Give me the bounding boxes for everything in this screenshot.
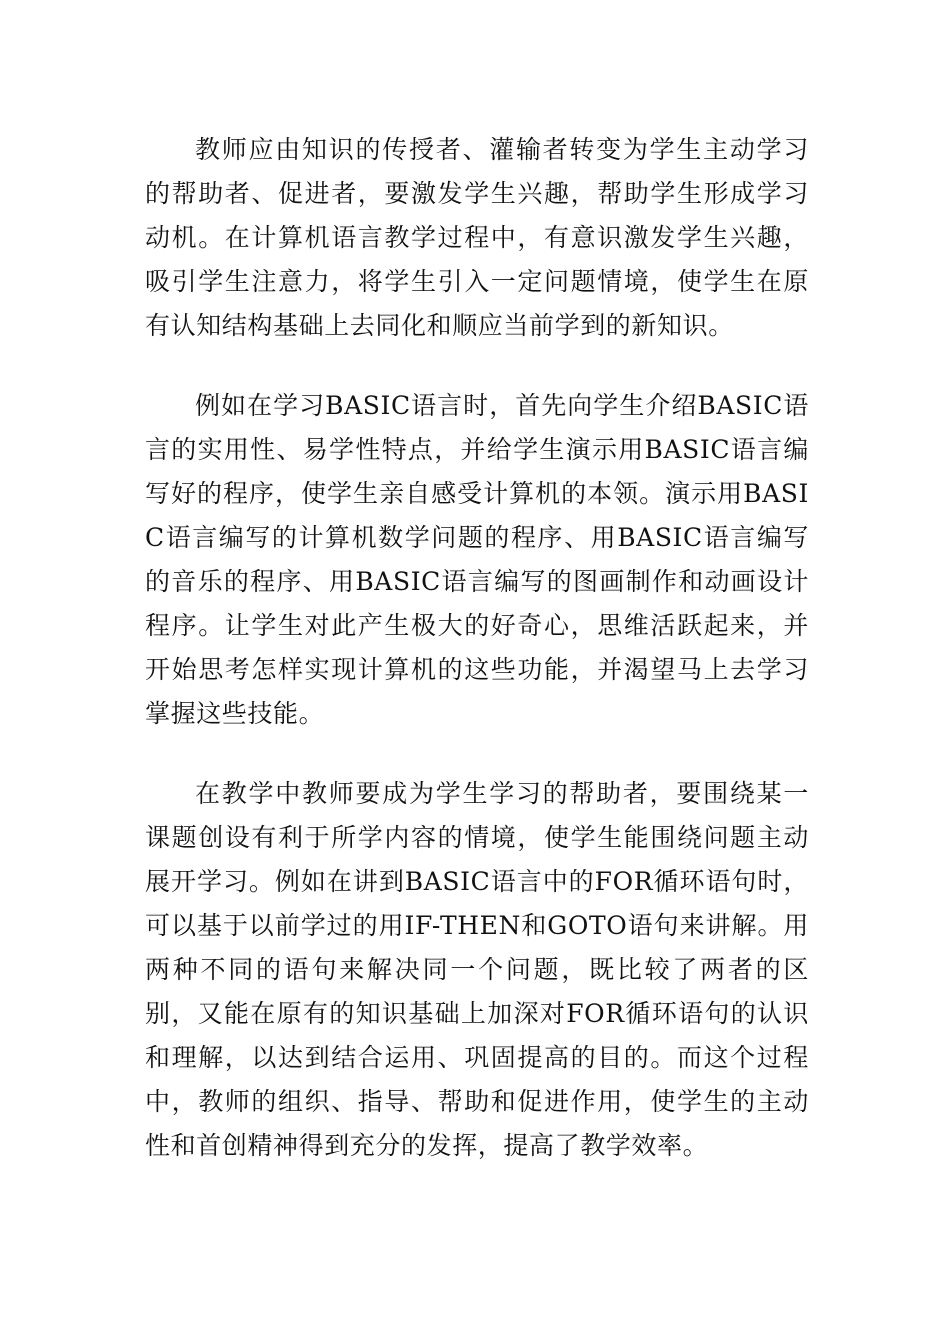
paragraph-1: 教师应由知识的传授者、灌输者转变为学生主动学习的帮助者、促进者，要激发学生兴趣，帮助学生形成学习动机。在计算机语言教学过程中，有意识激发学生兴趣，吸引学生注意力，将学生引入一定问题情境，使学生在原有认知结构基础上去同化和顺应当前学到的新知识。 (145, 135, 809, 340)
document-page (145, 128, 809, 1168)
paragraph-2: 例如在学习BASIC语言时，首先向学生介绍BASIC语言的实用性、易学性特点，并给学生演示用BASIC语言编写好的程序，使学生亲自感受计算机的本领。演示用BASIC语言编写的计算机数学问题的程序、用BASIC语言编写的音乐的程序、用BASIC语言编写的图画制作和动画设计程序。让学生对此产生极大的好奇心，思维活跃起来，并开始思考怎样实现计算机的这些功能，并渴望马上去学习掌握这些技能。 (145, 391, 809, 728)
paragraph-3: 在教学中教师要成为学生学习的帮助者，要围绕某一课题创设有利于所学内容的情境，使学生能围绕问题主动展开学习。例如在讲到BASIC语言中的FOR循环语句时，可以基于以前学过的用IF-THEN和GOTO语句来讲解。用两种不同的语句来解决同一个问题，既比较了两者的区别，又能在原有的知识基础上加深对FOR循环语句的认识和理解，以达到结合运用、巩固提高的目的。而这个过程中，教师的组织、指导、帮助和促进作用，使学生的主动性和首创精神得到充分的发挥，提高了教学效率。 (145, 779, 809, 1160)
